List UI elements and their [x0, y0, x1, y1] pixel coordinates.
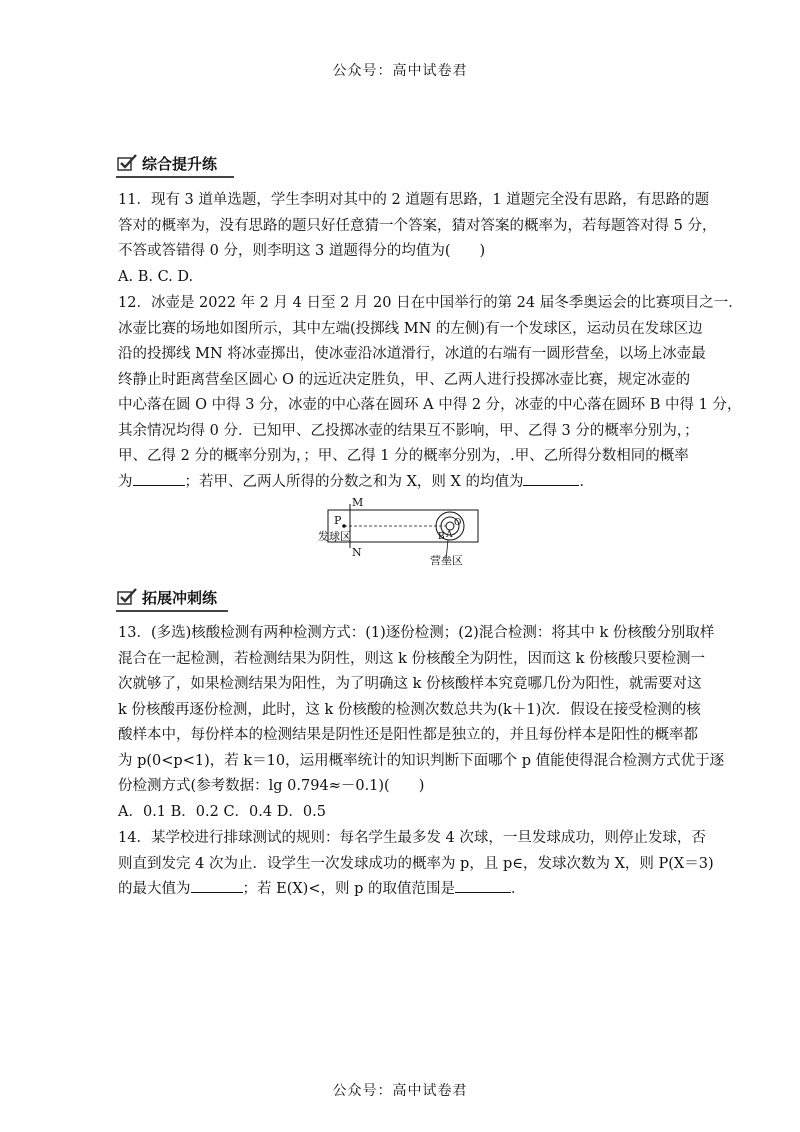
checkbox-icon	[116, 154, 138, 172]
q13-line: 混合在一起检测，若检测结果为阴性，则这 k 份核酸全为阴性，因而这 k 份核酸只要检测一	[118, 650, 706, 667]
label-p: P	[334, 514, 342, 527]
label-m: M	[352, 496, 364, 509]
section-title-text: 拓展冲刺练	[142, 588, 218, 607]
q11-options: A. B. C. D.	[118, 268, 194, 285]
label-serve-zone: 发球区	[318, 530, 351, 543]
question-11	[118, 188, 717, 290]
q13-line: 次就够了，如果检测结果为阳性，为了明确这 k 份核酸样本究竟哪几份为阳性，就需要对这	[118, 676, 702, 692]
page-header: 公众号：高中试卷君	[332, 63, 468, 79]
q14-line: 14．某学校进行排球测试的规则：每名学生最多发 4 次球，一旦发球成功，则停止发球，否	[118, 830, 706, 846]
q13-line: 酸样本中，每份样本的检测结果是阴性还是阳性都是独立的，并且每份样本是阳性的概率都	[118, 727, 698, 743]
q13-line: 为 p(0<p<1)，若 k＝10，运用概率统计的知识判断下面哪个 p 值能使得混合检测方式优于逐	[118, 752, 725, 769]
label-b: B	[438, 532, 445, 542]
q12-text: ．	[579, 473, 594, 490]
q11-line: 11．现有 3 道单选题，学生李明对其中的 2 道题有思路，1 道题完全没有思路，有思路的题	[118, 192, 710, 208]
section-rule	[116, 176, 234, 178]
section-rule	[116, 610, 228, 612]
q11-line: 不答或答错得 0 分，则李明这 3 道题得分的均值为( )	[118, 243, 486, 259]
q12-line: 终静止时距离营垒区圆心 O 的远近决定胜负，甲、乙两人进行投掷冰壶比赛，规定冰壶的	[118, 371, 691, 388]
answer-blank	[455, 878, 511, 893]
q14-text: ．	[510, 881, 526, 897]
section-title-2	[116, 584, 217, 610]
q13-line: 份检测方式(参考数据：lg 0.794≈－0.1)( )	[118, 778, 425, 794]
question-14	[118, 826, 714, 903]
answer-blank	[191, 878, 243, 893]
q14-line: 则直到发完 4 次为止．设学生一次发球成功的概率为 p，且 p∈，发球次数为 X，则 P(X＝3)	[118, 855, 714, 872]
label-n: N	[352, 546, 362, 559]
q12-line: 沿的投掷线 MN 将冰壶掷出，使冰壶沿冰道滑行，冰道的右端有一圆形营垒，以场上冰壶最	[118, 346, 706, 362]
q13-line: 13．(多选)核酸检测有两种检测方式：(1)逐份检测；(2)混合检测：将其中 k 份核酸分别取样	[118, 625, 715, 641]
curling-field-figure	[318, 496, 488, 570]
q14-line	[118, 877, 693, 903]
q13-options: A．0.1 B．0.2 C．0.4 D．0.5	[118, 803, 326, 820]
label-a: A	[446, 530, 453, 540]
checkbox-icon	[116, 588, 138, 606]
question-13	[118, 621, 725, 825]
label-o: O	[454, 518, 462, 528]
q12-line: 12．冰壶是 2022 年 2 月 4 日至 2 月 20 日在中国举行的第 24 届冬季奥运会的比赛项目之一．	[118, 295, 743, 311]
q13-line: k 份核酸再逐份检测，此时，这 k 份核酸的检测次数总共为(k＋1)次．假设在接受检测的核	[118, 701, 701, 718]
q12-line	[118, 470, 693, 496]
q14-text: ；若 E(X)<，则 p 的取值范围是	[242, 881, 455, 897]
question-12	[118, 291, 743, 495]
q12-text: ；若甲、乙两人所得的分数之和为 X，则 X 的均值为	[184, 473, 524, 490]
q12-text: 为	[118, 473, 133, 490]
label-house-zone: 营垒区	[430, 554, 463, 567]
q12-line: 甲、乙得 2 分的概率分别为，；甲、乙得 1 分的概率分别为，.甲、乙所得分数相同的概率	[118, 448, 689, 464]
q12-line: 中心落在圆 O 中得 3 分，冰壶的中心落在圆环 A 中得 2 分，冰壶的中心落在圆环 B 中得 1 分，	[118, 397, 742, 413]
answer-blank	[523, 471, 579, 486]
q12-line: 其余情况均得 0 分．已知甲、乙投掷冰壶的结果互不影响，甲、乙得 3 分的概率分别为，；	[118, 422, 699, 439]
answer-blank	[133, 471, 185, 486]
q14-text: 的最大值为	[118, 881, 191, 897]
section-title-text: 综合提升练	[142, 154, 218, 173]
section-title-1	[116, 150, 217, 176]
q11-line: 答对的概率为，没有思路的题只好任意猜一个答案，猜对答案的概率为，若每题答对得 5 分，	[118, 217, 717, 234]
q12-line: 冰壶比赛的场地如图所示，其中左端(投掷线 MN 的左侧)有一个发球区，运动员在发球区边	[118, 320, 703, 337]
page-footer: 公众号：高中试卷君	[332, 1083, 468, 1099]
